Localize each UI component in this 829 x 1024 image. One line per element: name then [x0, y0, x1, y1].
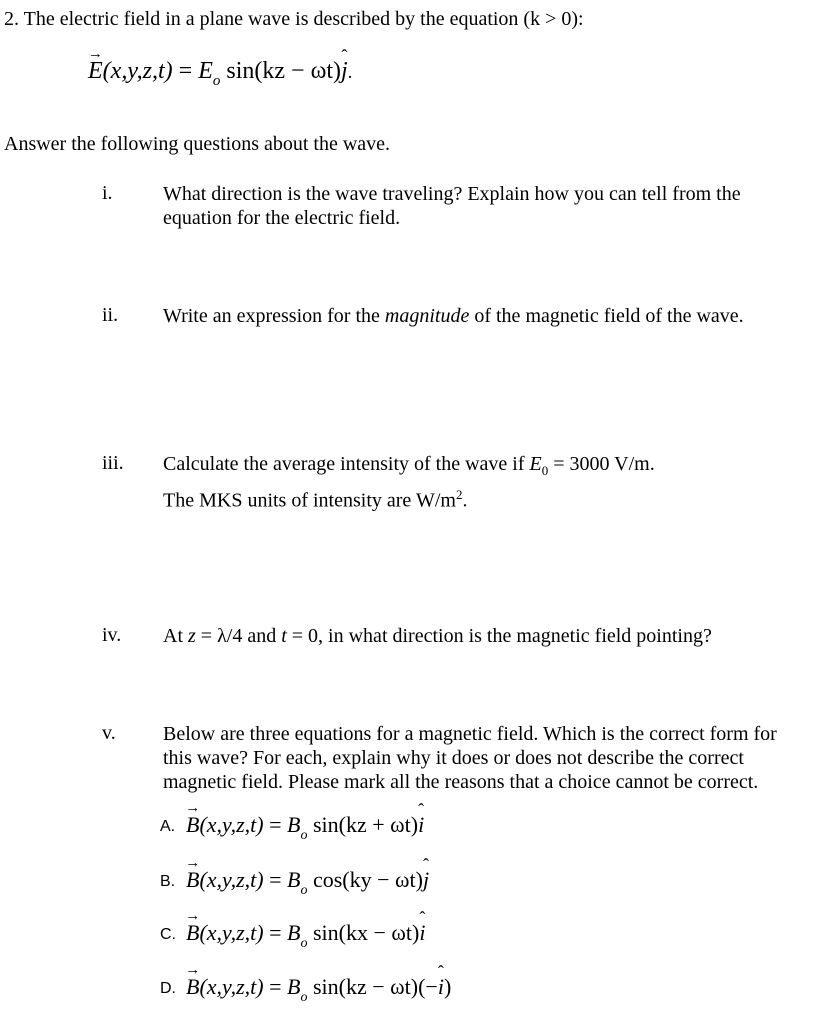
b-vector-symbol: → B: [186, 867, 199, 893]
b-function: cos(ky − ωt): [307, 867, 423, 892]
q3-units-pre: The MKS units of intensity are W/m: [163, 489, 456, 512]
option-equation-d: [186, 974, 452, 1005]
b-function: sin(kx − ωt): [307, 920, 420, 945]
b-equals: =: [263, 867, 288, 892]
question-number-ii: ii.: [102, 304, 119, 326]
e-function: sin(kz − ωt): [220, 58, 342, 84]
b-vector-symbol: → B: [186, 920, 199, 946]
option-equation-a: [186, 812, 425, 843]
b-unit-pre: (−: [418, 974, 438, 999]
q3-pre: Calculate the average intensity of the wave if: [163, 453, 530, 475]
option-letter-a: A.: [160, 818, 176, 835]
b-amplitude-sub: o: [300, 936, 308, 951]
question-text-v: [163, 722, 827, 794]
b-function: sin(kz − ωt): [307, 974, 419, 999]
option-equation-b: [186, 867, 430, 898]
question-text-i: [163, 182, 827, 230]
b-equals: =: [263, 974, 288, 999]
q4-mid: = λ/4 and: [195, 625, 282, 647]
b-amplitude: B: [287, 920, 301, 945]
e-vector-symbol: → E: [88, 58, 103, 85]
b-vector-symbol: → B: [186, 812, 199, 838]
b-amplitude: B: [287, 867, 301, 892]
b-amplitude: B: [287, 812, 301, 837]
question-line: magnetic field. Please mark all the reasons that a choice cannot be correct.: [163, 771, 759, 793]
option-letter-d: D.: [160, 980, 176, 997]
q4-post: = 0, in what direction is the magnetic field pointing?: [286, 625, 712, 647]
b-amplitude-sub: o: [300, 990, 308, 1005]
option-letter-c: C.: [160, 926, 176, 943]
b-unit-vector: ˆ i: [419, 920, 425, 946]
problem-heading: 2. The electric field in a plane wave is described by the equation (k > 0):: [4, 8, 584, 30]
question-line: [163, 483, 827, 513]
b-vector-symbol: → B: [186, 974, 199, 1000]
e-trail: .: [347, 62, 353, 82]
q2-post: of the magnetic field of the wave.: [469, 305, 744, 327]
question-line: equation for the electric field.: [163, 207, 401, 229]
b-amplitude-sub: o: [300, 828, 308, 843]
question-number-iii: iii.: [102, 452, 124, 474]
b-args: (x,y,z,t): [199, 812, 264, 837]
instructions: Answer the following questions about the wave.: [4, 133, 391, 155]
b-equals: =: [263, 920, 288, 945]
q4-var-z: z: [188, 625, 196, 647]
b-amplitude: B: [287, 974, 301, 999]
e-equals: =: [172, 58, 199, 84]
question-text-ii: [163, 304, 827, 328]
question-text-iii: [163, 452, 827, 513]
b-unit-post: ): [443, 974, 452, 999]
e-amplitude: E: [198, 58, 213, 84]
q2-pre: Write an expression for the: [163, 305, 385, 327]
q3-post: = 3000 V/m.: [548, 453, 655, 475]
b-args: (x,y,z,t): [199, 920, 264, 945]
e-args: (x,y,z,t): [102, 58, 173, 84]
q3-var: E: [529, 453, 542, 475]
b-function: sin(kz + ωt): [307, 812, 419, 837]
question-line: What direction is the wave traveling? Explain how you can tell from the: [163, 183, 741, 205]
question-text-iv: [163, 624, 827, 648]
b-equals: =: [263, 812, 288, 837]
b-args: (x,y,z,t): [199, 974, 264, 999]
question-line: [163, 452, 827, 483]
b-unit-vector: ˆ i: [418, 812, 424, 838]
option-equation-c: [186, 920, 426, 951]
question-number-v: v.: [102, 722, 116, 744]
question-line: Below are three equations for a magnetic field. Which is the correct form for: [163, 723, 777, 745]
q3-units-post: .: [462, 489, 468, 512]
q4-pre: At: [163, 625, 188, 647]
b-amplitude-sub: o: [300, 883, 308, 898]
electric-field-equation: [88, 58, 353, 89]
e-amplitude-sub: o: [212, 73, 221, 89]
option-letter-b: B.: [160, 873, 176, 890]
q2-emphasis: magnitude: [384, 305, 470, 327]
b-unit-vector: ˆ j: [423, 867, 429, 893]
b-args: (x,y,z,t): [199, 867, 264, 892]
question-number-i: i.: [102, 182, 113, 204]
question-number-iv: iv.: [102, 624, 122, 646]
q3-sub: 0: [541, 463, 549, 478]
q3-units-sup: 2: [455, 487, 463, 502]
q4-var-t: t: [281, 625, 287, 647]
e-unit-vector: ˆ j: [341, 58, 348, 85]
b-unit-vector: ˆ i: [438, 974, 444, 1000]
question-line: this wave? For each, explain why it does or does not describe the correct: [163, 747, 744, 769]
